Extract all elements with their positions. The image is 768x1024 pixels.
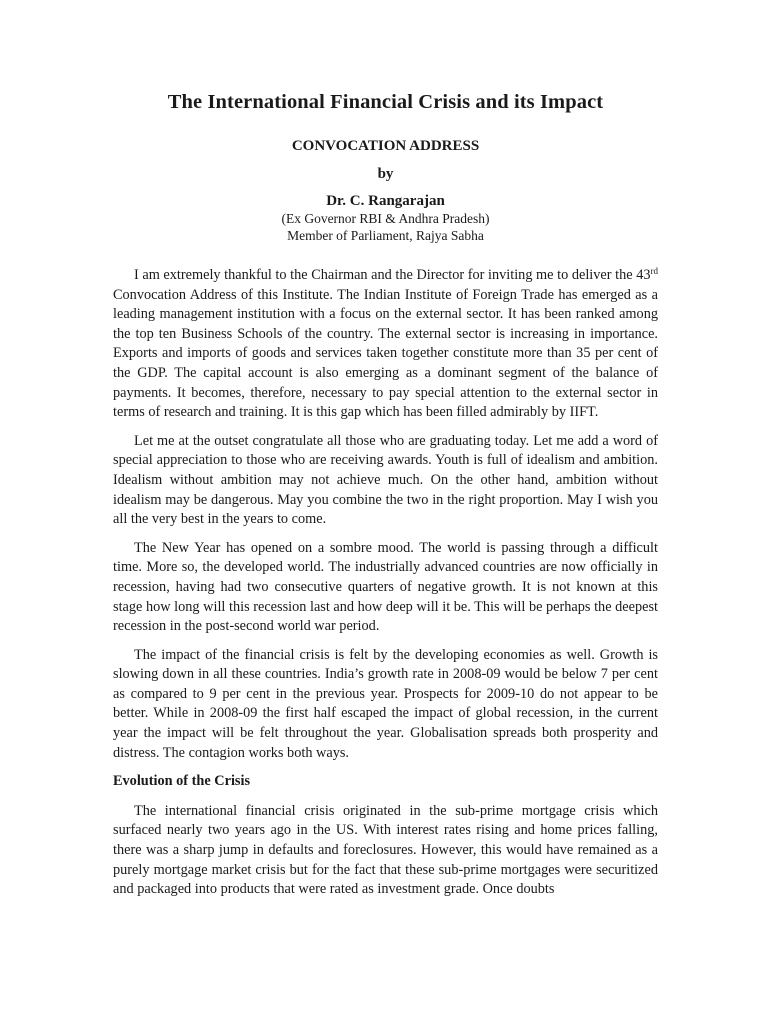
author-affiliation-1: (Ex Governor RBI & Andhra Pradesh) [281,211,490,226]
paragraph: The international financial crisis originated in the sub-prime mortgage crisis which surfaced nearly two years ago in the US. With interest rates rising and home prices falling, there was a sharp jump in defaults and foreclosures. However, this would have remained as a purely mortgage market crisis but for the fact that these sub-prime mortgages were securitized and packaged into products that were rated as investment grade. Once doubts [113,802,658,898]
document-title: The International Financial Crisis and its Impact [167,91,604,113]
author-affiliation-2: Member of Parliament, Rajya Sabha [287,228,484,243]
paragraph-text: I am extremely thankful to the Chairman and the Director for inviting me to deliver the 43 [134,267,651,283]
paragraph-text: Convocation Address of this Institute. The Indian Institute of Foreign Trade has emerged as a leading management institution with a focus on the external sector. It has been ranked among the top ten Business Schools of the country. The external sector is increasing in importance. Exports and imports of goods and services taken together constitute more than 35 per cent of the GDP. The capital account is also emerging as a dominant segment of the balance of payments. It becomes, therefore, necessary to pay special attention to the external sector in terms of research and training. It is this gap which has been filled admirably by IIFT. [113,286,658,421]
author-name: Dr. C. Rangarajan [326,193,445,209]
ordinal-suffix: rd [650,266,658,276]
by-line: by [377,166,394,182]
paragraph: The impact of the financial crisis is felt by the developing economies as well. Growth is slowing down in all these countries. India’s growth rate in 2008-09 would be below 7 per cent as compared to 9 per cent in the previous year. Prospects for 2009-10 do not appear to be better. While in 2008-09 the first half escaped the impact of global recession, in the current year the impact will be felt throughout the year. Globalisation spreads both prosperity and distress. The contagion works both ways. [113,646,658,761]
section-heading: Evolution of the Crisis [113,773,251,790]
document-body [113,266,658,909]
paragraph: Let me at the outset congratulate all those who are graduating today. Let me add a word of special appreciation to those who are receiving awards. Youth is full of idealism and ambition. Idealism without ambition may not achieve much. On the other hand, ambition without idealism may be dangerous. May you combine the two in the right proportion. May I wish you all the very best in the years to come. [113,432,658,528]
paragraph: The New Year has opened on a sombre mood. The world is passing through a difficult time. More so, the developed world. The industrially advanced countries are now officially in recession, having had two consecutive quarters of negative growth. It is not known at this stage how long will this recession last and how deep will it be. This will be perhaps the deepest recession in the post-second world war period. [113,539,658,635]
document-subtitle: CONVOCATION ADDRESS [291,138,480,154]
paragraph [113,266,658,423]
